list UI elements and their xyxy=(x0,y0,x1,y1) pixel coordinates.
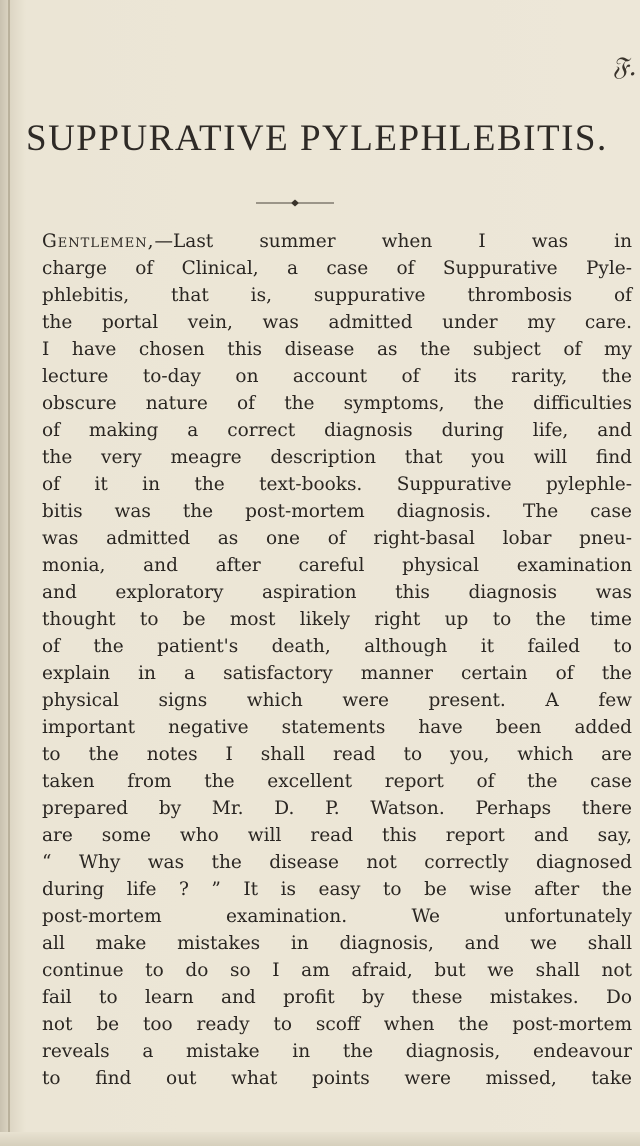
text-line: obscure nature of the symptoms, the difficulties xyxy=(42,393,632,414)
text-line: important negative statements have been added xyxy=(42,717,632,738)
text-line: not be too ready to scoff when the post-mortem xyxy=(42,1014,632,1035)
text-line: of making a correct diagnosis during life, and xyxy=(42,420,632,441)
text-line: thought to be most likely right up to the time xyxy=(42,609,632,630)
text-line: and exploratory aspiration this diagnosis was xyxy=(42,582,632,603)
text-line: of it in the text-books. Suppurative pylephle- xyxy=(42,474,632,495)
lecture-text xyxy=(42,228,632,1092)
text-line: to find out what points were missed, take xyxy=(42,1068,632,1089)
text-line: explain in a satisfactory manner certain of the xyxy=(42,663,632,684)
text-line: lecture to-day on account of its rarity, the xyxy=(42,366,632,387)
text-line: are some who will read this report and say, xyxy=(42,825,632,846)
page-gutter-shadow xyxy=(8,0,10,1146)
handwritten-mark: 𝔉. xyxy=(612,52,637,82)
text-line: all make mistakes in diagnosis, and we shall xyxy=(42,933,632,954)
text-line: monia, and after careful physical examination xyxy=(42,555,632,576)
text-line: taken from the excellent report of the case xyxy=(42,771,632,792)
text-line-content: —Last summer when I was in xyxy=(154,231,632,252)
text-line: phlebitis, that is, suppurative thrombosis of xyxy=(42,285,632,306)
text-line: “ Why was the disease not correctly diagnosed xyxy=(42,852,632,873)
text-line: I have chosen this disease as the subject of my xyxy=(42,339,632,360)
text-line: continue to do so I am afraid, but we shall not xyxy=(42,960,632,981)
text-line: reveals a mistake in the diagnosis, endeavour xyxy=(42,1041,632,1062)
text-line: to the notes I shall read to you, which are xyxy=(42,744,632,765)
text-line: was admitted as one of right-basal lobar pneu- xyxy=(42,528,632,549)
text-line: the portal vein, was admitted under my care. xyxy=(42,312,632,333)
text-line: physical signs which were present. A few xyxy=(42,690,632,711)
text-line: of the patient's death, although it failed to xyxy=(42,636,632,657)
page-bottom-edge xyxy=(0,1132,640,1146)
text-line xyxy=(42,228,632,255)
text-line: prepared by Mr. D. P. Watson. Perhaps there xyxy=(42,798,632,819)
text-line: during life ? ” It is easy to be wise after the xyxy=(42,879,632,900)
page-title: SUPPURATIVE PYLEPHLEBITIS. xyxy=(26,118,608,159)
divider-ornament xyxy=(256,198,334,208)
text-line: fail to learn and profit by these mistakes. Do xyxy=(42,987,632,1008)
salutation: Gentlemen, xyxy=(42,231,155,252)
text-line: post-mortem examination. We unfortunately xyxy=(42,906,632,927)
text-line: the very meagre description that you will find xyxy=(42,447,632,468)
text-line: bitis was the post-mortem diagnosis. The case xyxy=(42,501,632,522)
text-line: charge of Clinical, a case of Suppurative Pyle- xyxy=(42,258,632,279)
